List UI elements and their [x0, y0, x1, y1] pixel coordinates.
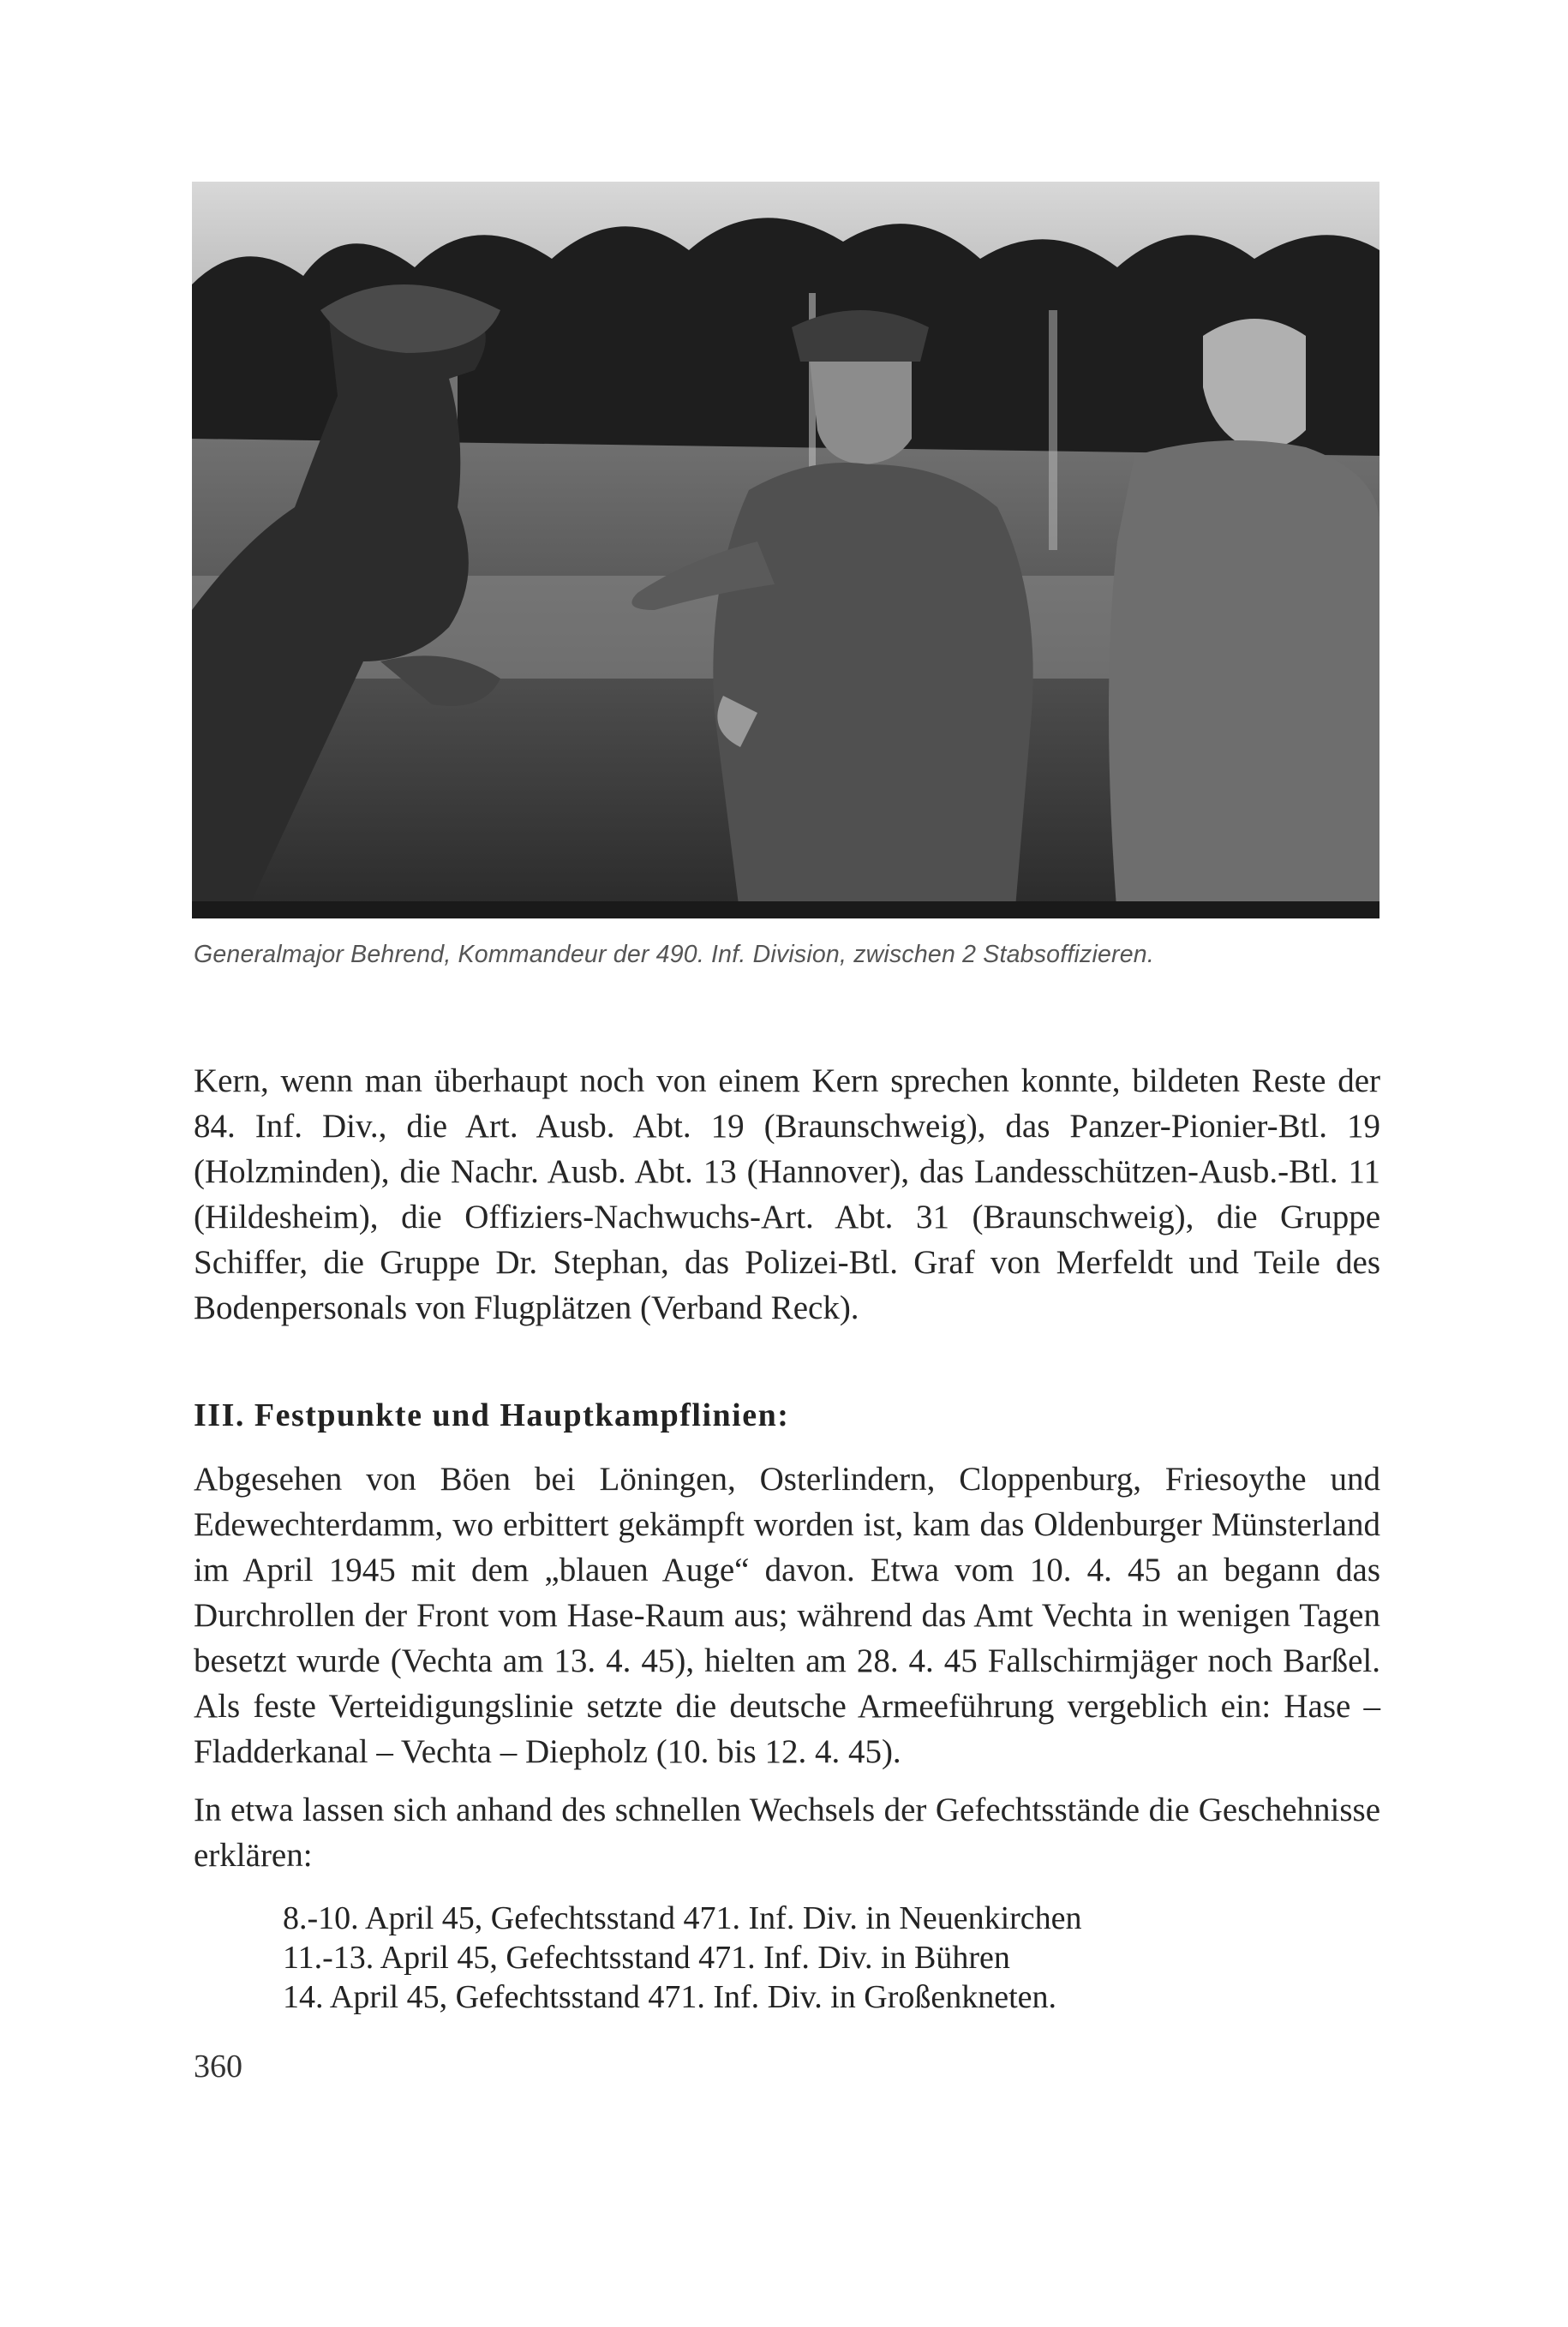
- photo-illustration: [192, 182, 1379, 918]
- list-item: 8.-10. April 45, Gefechtsstand 471. Inf. Div. in Neuenkirchen: [283, 1900, 1082, 1936]
- photo-caption: Generalmajor Behrend, Kommandeur der 490. Inf. Division, zwischen 2 Stabsoffizieren.: [194, 941, 1154, 968]
- historical-photograph: [192, 182, 1379, 918]
- paragraph-units: Kern, wenn man überhaupt noch von einem Kern sprechen konnte, bildeten Reste der 84. Inf. Div., die Art. Ausb. Abt. 19 (Braunschweig), das Panzer-Pionier-Btl. 19 (Holzminden), die Nachr. Ausb. Abt. 13 (Hannover), das Landesschützen-Ausb.-Btl. 11 (Hildesheim), die Offiziers-Nachwuchs-Art. Abt. 31 (Braunschweig), die Gruppe Schiffer, die Gruppe Dr. Stephan, das Polizei-Btl. Graf von Merfeldt und Teile des Bodenpersonals von Flugplätzen (Verband Reck).: [194, 1062, 1380, 1326]
- list-item: 11.-13. April 45, Gefechtsstand 471. Inf. Div. in Bühren: [283, 1940, 1010, 1976]
- paragraph-intro-list: In etwa lassen sich anhand des schnellen Wechsels der Gefechtsstände die Geschehnisse erklären:: [194, 1792, 1380, 1874]
- page-number: 360: [194, 2049, 242, 2085]
- command-post-list: [283, 1899, 1082, 2017]
- list-item: 14. April 45, Gefechtsstand 471. Inf. Div. in Großenkneten.: [283, 1979, 1057, 2015]
- section-heading: III. Festpunkte und Hauptkampflinien:: [194, 1397, 790, 1433]
- paragraph-front: Abgesehen von Böen bei Löningen, Osterlindern, Cloppenburg, Friesoythe und Edewechterdamm, wo erbittert gekämpft worden ist, kam das Oldenburger Münsterland im April 1945 mit dem „blauen Auge“ davon. Etwa vom 10. 4. 45 an begann das Durchrollen der Front vom Hase-Raum aus; während das Amt Vechta in wenigen Tagen besetzt wurde (Vechta am 13. 4. 45), hielten am 28. 4. 45 Fallschirmjäger noch Barßel. Als feste Verteidigungslinie setzte die deutsche Armeeführung vergeblich ein: Hase – Fladderkanal – Vechta – Diepholz (10. bis 12. 4. 45).: [194, 1461, 1380, 1770]
